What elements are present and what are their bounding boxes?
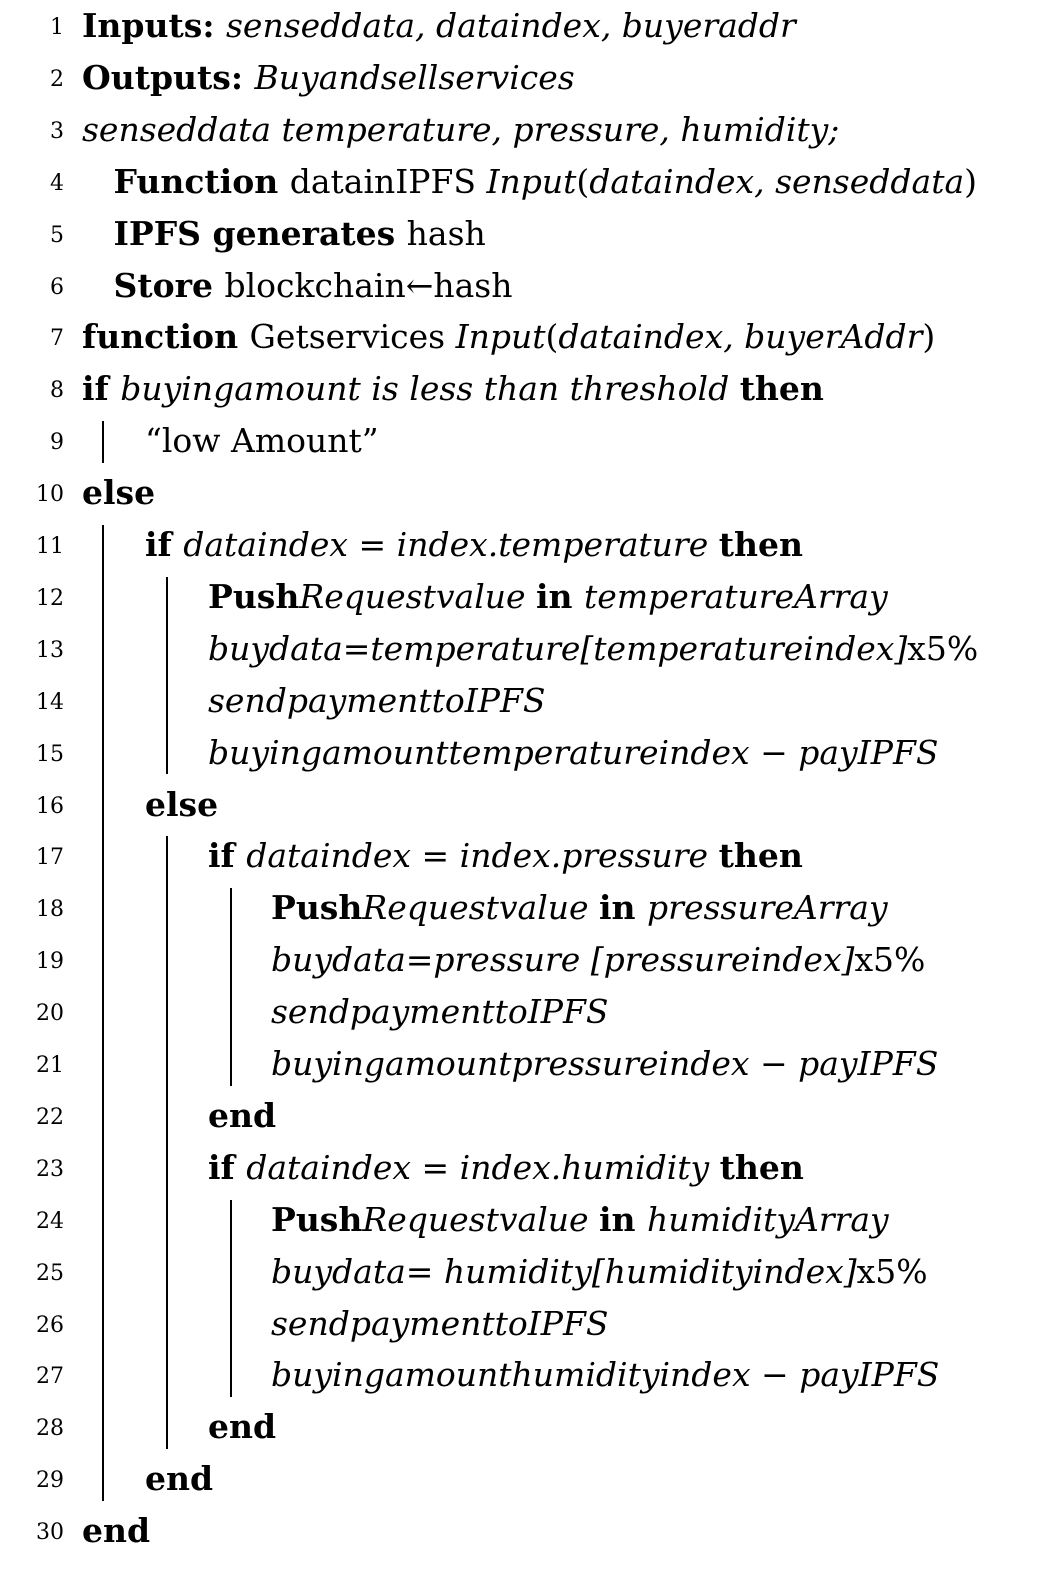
code-token: x5% bbox=[854, 940, 926, 980]
block-bar-else-inner bbox=[166, 836, 168, 1449]
line-code bbox=[271, 882, 888, 934]
line-number: 20 bbox=[36, 1001, 64, 1027]
algorithm-line bbox=[0, 0, 1058, 52]
code-token: dataindex = index.humidity bbox=[246, 1147, 720, 1187]
keyword-token: end bbox=[208, 1095, 277, 1135]
line-number: 28 bbox=[36, 1416, 64, 1442]
algorithm-line bbox=[0, 571, 1058, 623]
keyword-token: then bbox=[718, 525, 803, 564]
keyword-token: function bbox=[82, 317, 250, 357]
line-number: 11 bbox=[36, 534, 64, 559]
line-number: 30 bbox=[36, 1520, 64, 1546]
line-number: 27 bbox=[36, 1364, 64, 1390]
line-code bbox=[145, 519, 803, 571]
line-code bbox=[114, 156, 978, 208]
algorithm-line bbox=[0, 260, 1058, 312]
code-token: sendpaymenttoIPFS bbox=[208, 680, 546, 720]
algorithm-line bbox=[0, 986, 1058, 1038]
algorithm-line bbox=[0, 311, 1058, 363]
keyword-token: Outputs: bbox=[82, 57, 255, 97]
line-number: 7 bbox=[50, 326, 64, 352]
keyword-token: Push bbox=[271, 888, 363, 928]
code-token: ) bbox=[964, 161, 977, 201]
line-code bbox=[271, 986, 609, 1038]
line-code bbox=[271, 1349, 939, 1401]
algorithm-line bbox=[0, 363, 1058, 415]
algorithm-line bbox=[0, 1142, 1058, 1194]
line-number: 3 bbox=[50, 118, 64, 144]
algorithm-line bbox=[0, 727, 1058, 779]
code-token: Getservices bbox=[249, 317, 456, 357]
algorithm-line bbox=[0, 1194, 1058, 1246]
keyword-token: Function bbox=[113, 161, 290, 201]
block-bar-if-temperature bbox=[166, 577, 168, 775]
code-token: “low Amount” bbox=[145, 421, 379, 461]
keyword-token: in bbox=[599, 888, 648, 928]
code-token: hash bbox=[406, 213, 486, 253]
algorithm-line bbox=[0, 1505, 1058, 1557]
algorithm-line bbox=[0, 779, 1058, 831]
keyword-token: Push bbox=[271, 1199, 363, 1239]
keyword-token: end bbox=[145, 1459, 214, 1499]
code-token: pressureArray bbox=[647, 888, 888, 928]
code-token: ( bbox=[545, 317, 559, 357]
keyword-token: then bbox=[718, 836, 803, 876]
algorithm-line bbox=[0, 1453, 1058, 1505]
line-code bbox=[82, 0, 796, 52]
line-number: 12 bbox=[36, 585, 64, 611]
code-token: buyingamountpressureindex − payIPFS bbox=[271, 1044, 939, 1083]
algorithm-line bbox=[0, 623, 1058, 675]
code-token: humidityArray bbox=[647, 1199, 889, 1239]
line-number: 19 bbox=[36, 949, 64, 975]
line-code bbox=[114, 260, 513, 312]
code-token: Buyandsellservices bbox=[254, 57, 575, 97]
line-code bbox=[208, 1090, 276, 1142]
code-token: dataindex, senseddata bbox=[589, 161, 965, 201]
code-token: buyingamounthumidityindex − payIPFS bbox=[271, 1355, 940, 1395]
algorithm-line bbox=[0, 415, 1058, 467]
algorithm-line bbox=[0, 52, 1058, 104]
line-code bbox=[82, 1505, 150, 1557]
line-number: 13 bbox=[36, 637, 64, 663]
keyword-token: else bbox=[82, 473, 156, 513]
line-number: 22 bbox=[36, 1104, 64, 1130]
line-code bbox=[82, 467, 155, 519]
algorithm-line bbox=[0, 675, 1058, 727]
line-code bbox=[114, 208, 486, 260]
code-token: temperatureArray bbox=[584, 576, 888, 616]
line-code bbox=[208, 830, 803, 882]
line-code bbox=[271, 1038, 938, 1090]
code-token: blockchain←hash bbox=[224, 265, 513, 305]
algorithm-line bbox=[0, 519, 1058, 571]
code-token: buyingamounttemperatureindex − payIPFS bbox=[208, 732, 939, 772]
keyword-token: then bbox=[739, 369, 824, 409]
keyword-token: if bbox=[145, 525, 184, 564]
keyword-token: if bbox=[82, 369, 121, 409]
algorithm-line bbox=[0, 882, 1058, 934]
code-token: buydata=pressure [pressureindex] bbox=[271, 940, 855, 980]
code-token: senseddata temperature, pressure, humidity; bbox=[82, 109, 840, 149]
line-number: 14 bbox=[36, 689, 64, 715]
line-number: 16 bbox=[36, 793, 64, 819]
code-token: buyingamount is less than threshold bbox=[120, 369, 740, 409]
code-token: x5% bbox=[856, 1251, 928, 1291]
line-code bbox=[208, 1142, 804, 1194]
algorithm-line bbox=[0, 1401, 1058, 1453]
line-code bbox=[208, 727, 938, 779]
line-number: 15 bbox=[36, 741, 64, 767]
algorithm-line bbox=[0, 1090, 1058, 1142]
code-token: Requestvalue bbox=[362, 1199, 600, 1239]
keyword-token: in bbox=[536, 576, 585, 616]
algorithm-line bbox=[0, 156, 1058, 208]
block-bar-if-humidity bbox=[230, 1200, 232, 1398]
algorithm-line bbox=[0, 1349, 1058, 1401]
line-number: 10 bbox=[36, 482, 64, 508]
line-number: 18 bbox=[36, 897, 64, 923]
line-code bbox=[271, 1194, 889, 1246]
code-token: dataindex = index.pressure bbox=[246, 836, 719, 876]
line-code bbox=[82, 311, 935, 363]
code-token: ) bbox=[922, 317, 936, 357]
code-token: Requestvalue bbox=[362, 888, 600, 928]
code-token: datainIPFS bbox=[289, 161, 487, 201]
algorithm-line bbox=[0, 1298, 1058, 1350]
code-token: sendpaymenttoIPFS bbox=[271, 992, 609, 1032]
code-token: dataindex, buyerAddr bbox=[558, 317, 923, 357]
line-code bbox=[208, 571, 888, 623]
line-code bbox=[271, 934, 925, 986]
keyword-token: Push bbox=[208, 576, 300, 616]
line-number: 5 bbox=[50, 222, 64, 248]
code-token: Requestvalue bbox=[299, 576, 537, 616]
code-token: sendpaymenttoIPFS bbox=[271, 1303, 609, 1343]
algorithm-line bbox=[0, 830, 1058, 882]
line-number: 6 bbox=[50, 274, 64, 300]
algorithm-line bbox=[0, 104, 1058, 156]
algorithm-line bbox=[0, 208, 1058, 260]
line-code bbox=[82, 52, 575, 104]
line-code bbox=[208, 675, 546, 727]
line-number: 1 bbox=[50, 15, 64, 40]
block-bar-else-main bbox=[102, 525, 104, 1501]
line-number: 4 bbox=[50, 170, 64, 196]
line-number: 29 bbox=[36, 1468, 64, 1494]
line-number: 25 bbox=[36, 1260, 64, 1286]
code-token: Input bbox=[486, 161, 577, 201]
line-number: 23 bbox=[36, 1156, 64, 1182]
keyword-token: if bbox=[208, 836, 247, 876]
line-code bbox=[145, 415, 379, 467]
line-number: 2 bbox=[50, 66, 64, 92]
code-token: buydata= humidity[humidityindex] bbox=[271, 1251, 857, 1291]
keyword-token: else bbox=[145, 784, 219, 824]
line-number: 26 bbox=[36, 1312, 64, 1338]
algorithm-line bbox=[0, 1038, 1058, 1090]
line-code bbox=[82, 104, 839, 156]
block-bar-if-pressure bbox=[230, 888, 232, 1086]
line-code bbox=[271, 1246, 928, 1298]
code-token: senseddata, dataindex, buyeraddr bbox=[226, 6, 796, 45]
line-number: 21 bbox=[36, 1053, 64, 1078]
keyword-token: end bbox=[82, 1511, 151, 1551]
line-code bbox=[208, 1401, 276, 1453]
keyword-token: if bbox=[208, 1147, 247, 1187]
line-code bbox=[145, 1453, 213, 1505]
keyword-token: in bbox=[599, 1199, 648, 1239]
keyword-token: Store bbox=[113, 265, 225, 305]
line-code bbox=[145, 779, 218, 831]
algorithm-line bbox=[0, 934, 1058, 986]
code-token: ( bbox=[576, 161, 590, 201]
line-number: 17 bbox=[36, 845, 64, 871]
code-token: dataindex = index.temperature bbox=[183, 525, 719, 564]
line-code bbox=[271, 1298, 609, 1350]
line-number: 24 bbox=[36, 1208, 64, 1234]
line-number: 8 bbox=[50, 378, 64, 404]
keyword-token: Inputs: bbox=[82, 6, 226, 45]
code-token: buydata=temperature[temperatureindex] bbox=[208, 628, 908, 668]
algorithm-line bbox=[0, 1246, 1058, 1298]
keyword-token: then bbox=[719, 1147, 804, 1187]
line-code bbox=[208, 623, 978, 675]
keyword-token: IPFS generates bbox=[113, 213, 407, 253]
keyword-token: end bbox=[208, 1407, 277, 1447]
line-code bbox=[82, 363, 824, 415]
code-token: Input bbox=[455, 317, 546, 357]
block-bar-if-low-amount bbox=[102, 421, 104, 463]
line-number: 9 bbox=[50, 430, 64, 456]
algorithm-line bbox=[0, 467, 1058, 519]
code-token: x5% bbox=[907, 628, 979, 668]
